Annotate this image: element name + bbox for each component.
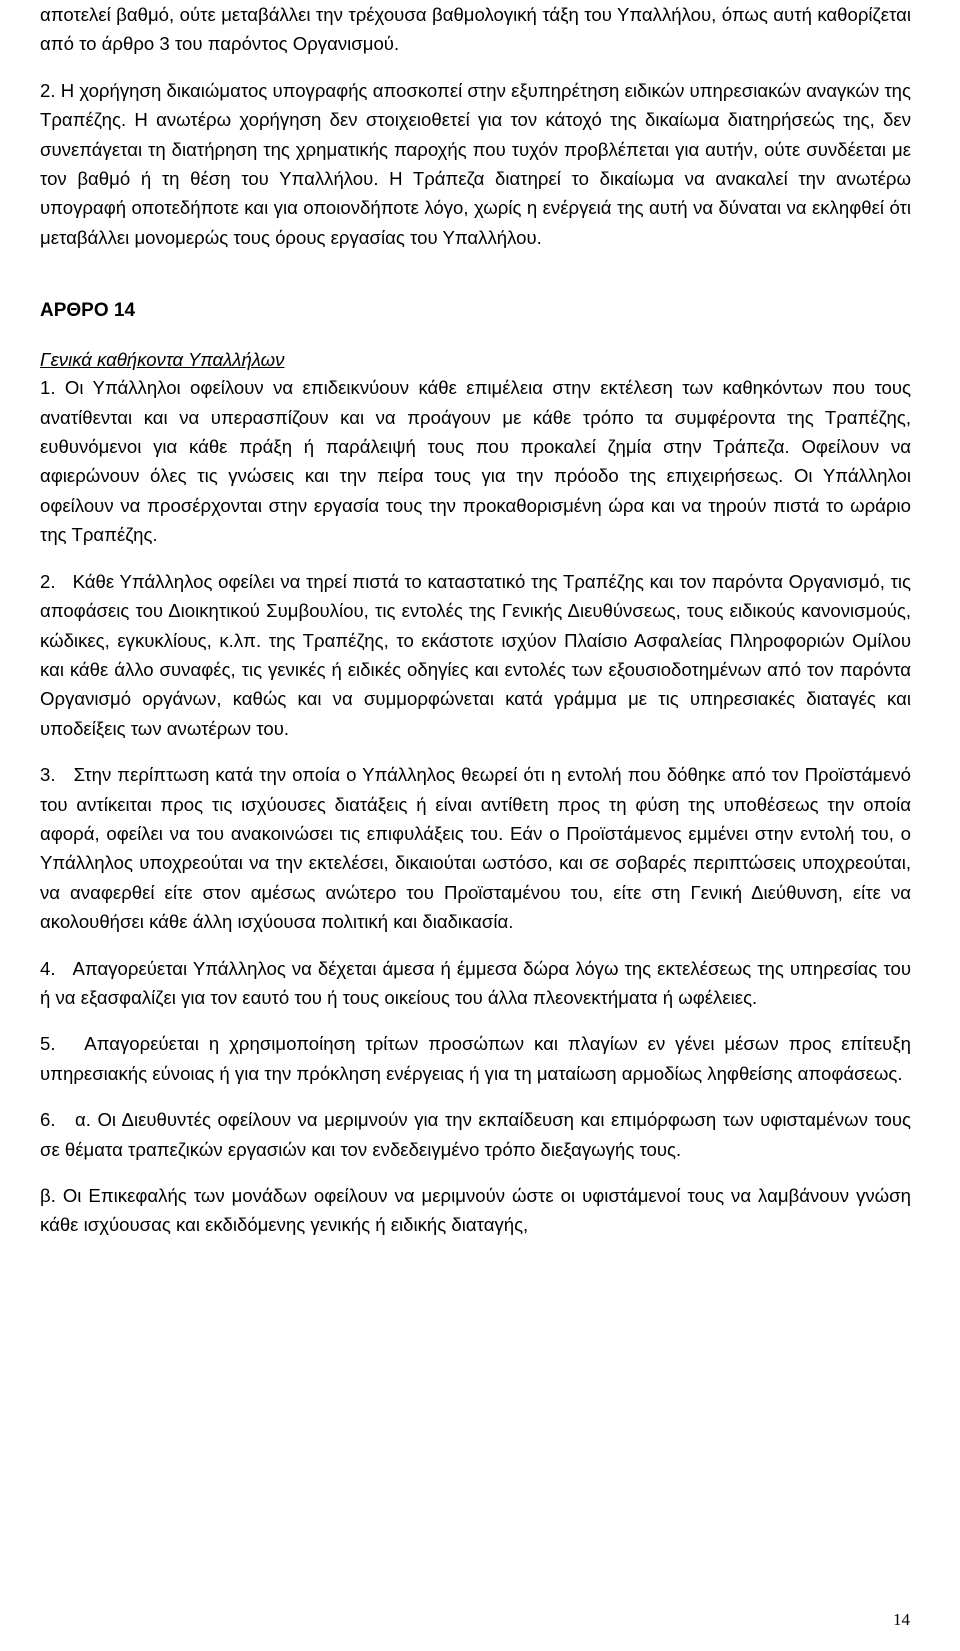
list-item-number: 6.	[40, 1109, 56, 1131]
list-item-text	[40, 1029, 911, 1088]
list-item-text	[40, 567, 911, 743]
list-item	[40, 954, 911, 1013]
list-item-number: 2.	[40, 570, 56, 592]
list-item-text	[40, 954, 911, 1013]
list-item-body: Στην περίπτωση κατά την οποία ο Υπάλληλος θεωρεί ότι η εντολή που δόθηκε από τον Προϊστάμενό του αντίκειται προς τις ισχύουσες διατάξεις ή είναι αντίθετη προς τη φύση της υποθέσεως την οποία αφορά, οφείλει να του ανακοινώσει τις επιφυλάξεις του. Εάν ο Προϊστάμενος εμμένει στην εντολή του, ο Υπάλληλος υποχρεούται να την εκτελέσει, δικαιούται ωστόσο, και σε σοβαρές περιπτώσεις υποχρεούται, να αναφερθεί είτε στον αμέσως ανώτερο του Προϊσταμένου του, είτε στη Γενική Διεύθυνση, είτε να ακολουθήσει κάθε άλλη ισχύουσα πολιτική και διαδικασία.	[40, 764, 911, 933]
article-heading: ΑΡΘΡΟ 14	[40, 300, 136, 322]
list-item-number: 1.	[40, 377, 56, 399]
section-title: Γενικά καθήκοντα Υπαλλήλων	[40, 349, 285, 371]
document-page	[40, 0, 911, 1240]
list-item	[40, 567, 911, 743]
paragraph-item-2-signature	[40, 76, 911, 252]
list-item-text	[40, 1105, 911, 1164]
list-item-number: 3.	[40, 764, 56, 786]
list-item-number: 5.	[40, 1033, 56, 1055]
list-item-text	[40, 760, 911, 936]
list-item	[40, 1029, 911, 1088]
list-item-body: Απαγορεύεται η χρησιμοποίηση τρίτων προσώπων και πλαγίων εν γένει μέσων προς επίτευξη υπηρεσιακής εύνοιας ή για την πρόκληση ενέργειας ή για τη ματαίωση αρμοδίως ληφθείσης αποφάσεως.	[40, 1033, 911, 1084]
list-item-body: Οι Υπάλληλοι οφείλουν να επιδεικνύουν κάθε επιμέλεια στην εκτέλεση των καθηκόντων που τους ανατίθενται και να υπερασπίζουν και να προάγουν με κάθε τρόπο τα συμφέροντα της Τραπέζης, ευθυνόμενοι για κάθε πράξη ή παράλειψή τους που προκαλεί ζημία στην Τράπεζα. Οφείλουν να αφιερώνουν όλες τις γνώσεις και την πείρα τους για την πρόοδο της επιχειρήσεως. Οι Υπάλληλοι οφείλουν να προσέρχονται στην εργασία τους την προκαθορισμένη ώρα και να τηρούν πιστά το ωράριο της Τραπέζης.	[40, 377, 911, 546]
list-item-body: Απαγορεύεται Υπάλληλος να δέχεται άμεσα ή έμμεσα δώρα λόγω της εκτελέσεως της υπηρεσίας του ή να εξασφαλίζει για τον εαυτό του ή τους οικείους του άλλα πλεονεκτήματα ή ωφέλειες.	[40, 957, 911, 1008]
list-item	[40, 760, 911, 936]
list-item-body: α. Οι Διευθυντές οφείλουν να μεριμνούν για την εκπαίδευση και επιμόρφωση των υφισταμένων τους σε θέματα τραπεζικών εργασιών και τον ενδεδειγμένο τρόπο διεξαγωγής τους.	[40, 1109, 912, 1160]
page-number: 14	[893, 1610, 910, 1629]
list-item-text	[40, 373, 911, 549]
list-item	[40, 373, 911, 549]
paragraph-item-2-text	[40, 76, 911, 252]
paragraph-item-2-body: Η χορήγηση δικαιώματος υπογραφής αποσκοπεί στην εξυπηρέτηση ειδικών υπηρεσιακών αναγκών της Τραπέζης. Η ανωτέρω χορήγηση δεν στοιχειοθετεί για τον κάτοχό της δικαίωμα διατηρήσεώς της, δεν συνεπάγεται τη διατήρηση της χρηματικής παροχής που τυχόν προβλέπεται για αυτήν, ούτε συνδέεται με τον βαθμό ή τη θέση του Υπαλλήλου. Η Τράπεζα διατηρεί το δικαίωμα να ανακαλεί την ανωτέρω υπογραφή οποτεδήποτε και για οποιονδήποτε λόγο, χωρίς η ενέργειά της αυτή να δύναται να εκληφθεί ότι μεταβάλλει μονομερώς τους όρους εργασίας του Υπαλλήλου.	[40, 79, 911, 248]
list-item-body: Κάθε Υπάλληλος οφείλει να τηρεί πιστά το καταστατικό της Τραπέζης και τον παρόντα Οργανισμό, τις αποφάσεις του Διοικητικού Συμβουλίου, τις εντολές της Γενικής Διευθύνσεως, τους ειδικούς κανονισμούς, κώδικες, εγκυκλίους, κ.λπ. της Τραπέζης, το εκάστοτε ισχύον Πλαίσιο Ασφαλείας Πληροφοριών Ομίλου και κάθε άλλο συναφές, τις γενικές ή ειδικές οδηγίες και εντολές των εξουσιοδοτημένων από τον παρόντα Οργανισμό οργάνων, καθώς και να συμμορφώνεται κατά γράμμα με τις υπηρεσιακές διαταγές και υποδείξεις των ανωτέρων του.	[40, 570, 912, 739]
sub-item-b: β. Οι Επικεφαλής των μονάδων οφείλουν να μεριμνούν ώστε οι υφιστάμενοί τους να λαμβάνουν γνώση κάθε ισχύουσας και εκδιδόμενης γενικής ή ειδικής διαταγής,	[40, 1185, 911, 1236]
list-item-number: 4.	[40, 957, 56, 979]
continued-paragraph: αποτελεί βαθμό, ούτε μεταβάλλει την τρέχουσα βαθμολογική τάξη του Υπαλλήλου, όπως αυτή καθορίζεται από το άρθρο 3 του παρόντος Οργανισμού.	[40, 4, 911, 55]
paragraph-item-2-number: 2.	[40, 79, 56, 101]
list-item	[40, 1105, 911, 1164]
